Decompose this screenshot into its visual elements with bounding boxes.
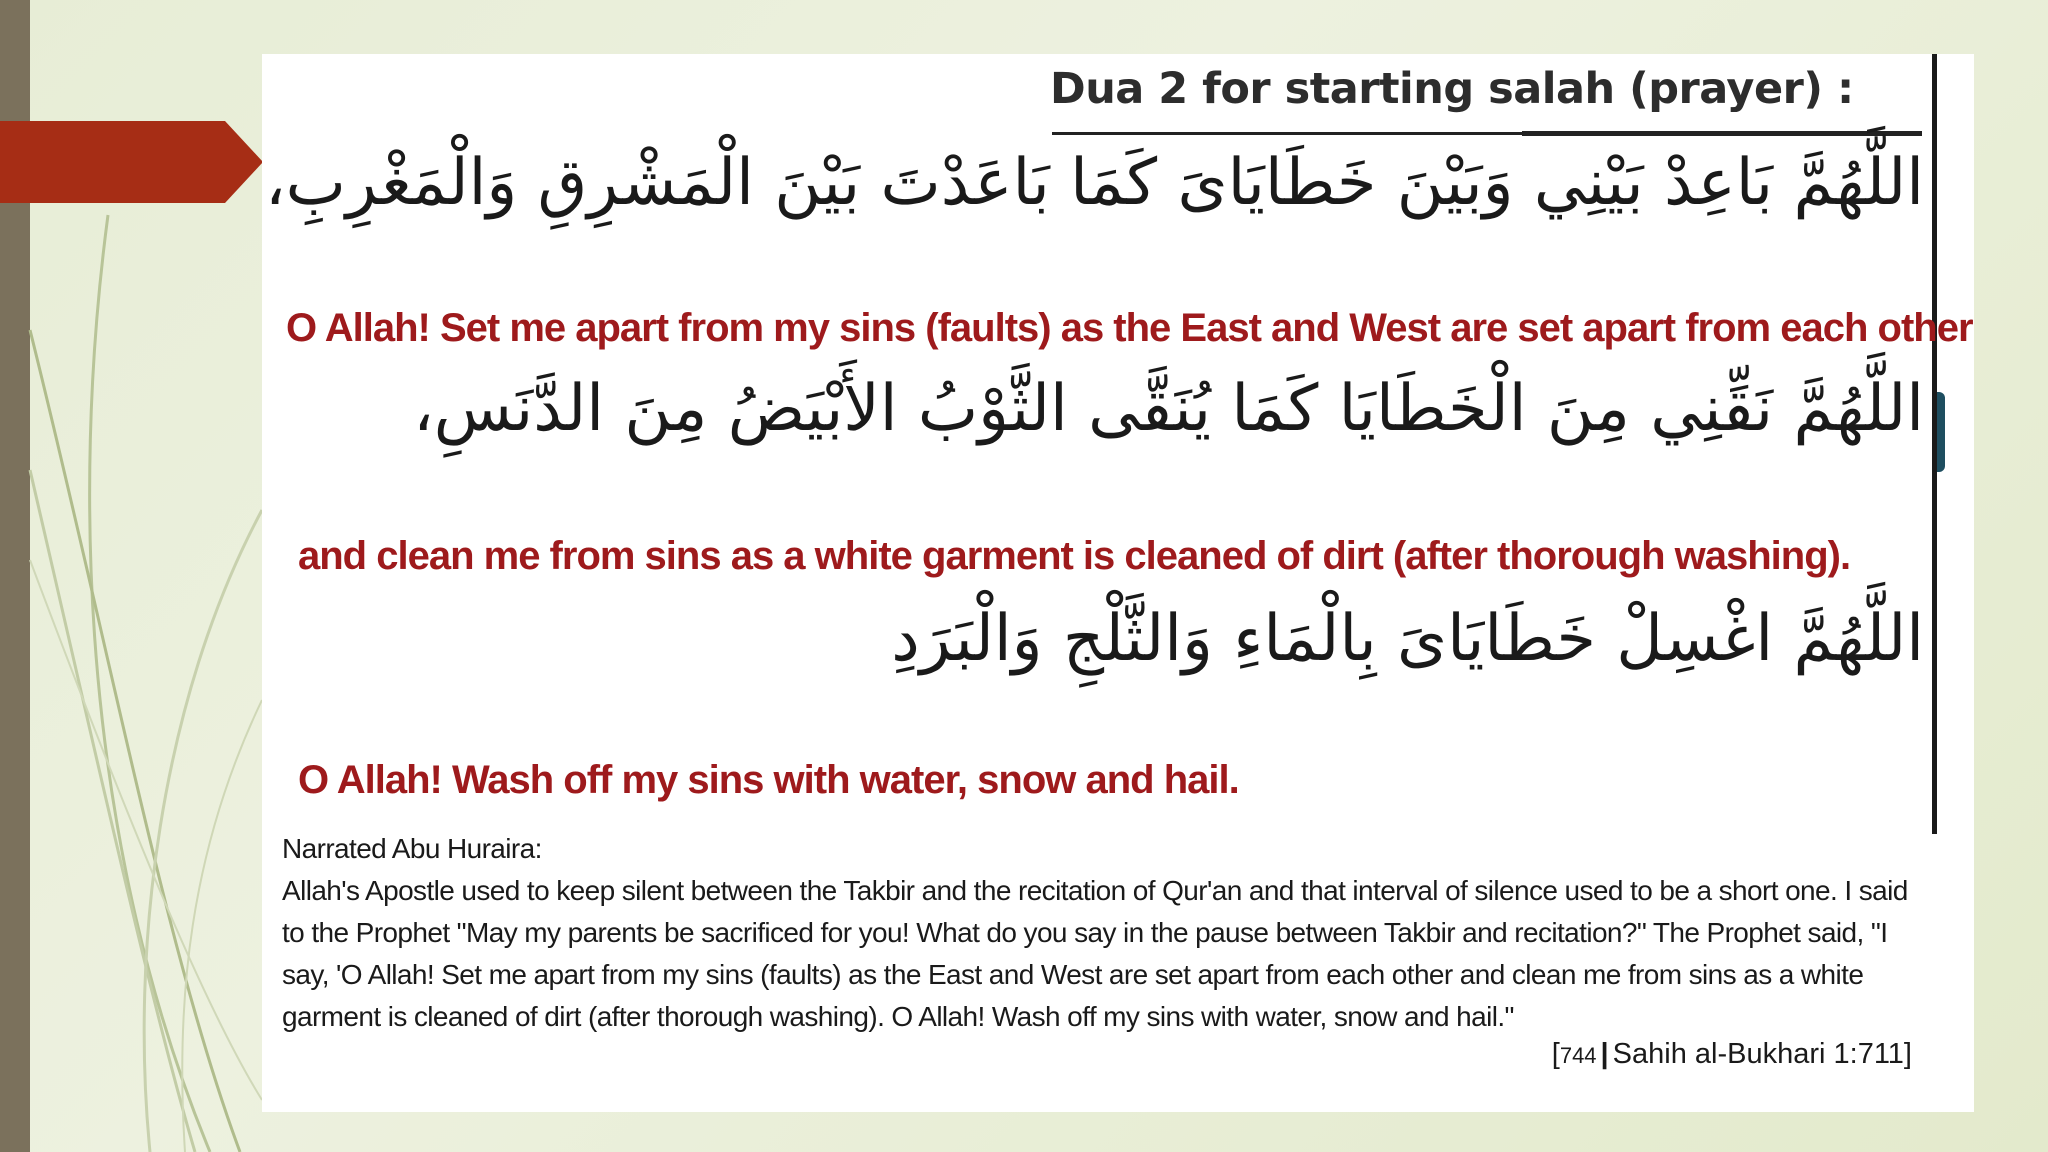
title-underline-accent <box>1522 131 1922 136</box>
translation-line-1: O Allah! Set me apart from my sins (faults) as the East and West are set apart from each other <box>286 306 1973 350</box>
narration-body: Allah's Apostle used to keep silent between the Takbir and the recitation of Qur'an and that interval of silence used to be a short one. I said to the Prophet "May my parents be sacrificed for you! What do you say in the pause between Takbir and recitation?" The Prophet said, "I say, 'O Allah! Set me apart from my sins (faults) as the East and West are set apart from each other and clean me from sins as a white garment is cleaned of dirt (after thorough washing). O Allah! Wash off my sins with water, snow and hail." <box>282 875 1908 1032</box>
reference-separator: | <box>1600 1038 1609 1070</box>
right-frame-tab <box>1937 392 1945 472</box>
reference-open-bracket: [ <box>1551 1038 1560 1070</box>
arabic-line-1: اللَّهُمَّ بَاعِدْ بَيْنِي وَبَيْنَ خَطَايَاىَ كَمَا بَاعَدْتَ بَيْنَ الْمَشْرِقِ وَالْمَغْرِبِ، <box>264 146 1924 220</box>
arabic-line-3: اللَّهُمَّ اغْسِلْ خَطَايَاىَ بِالْمَاءِ وَالثَّلْجِ وَالْبَرَدِ <box>891 602 1924 676</box>
slide-content-panel <box>262 54 1974 1112</box>
hadith-reference <box>1552 1038 1912 1071</box>
reference-source: Sahih al-Bukhari 1:711] <box>1612 1038 1912 1070</box>
translation-line-2: and clean me from sins as a white garment is cleaned of dirt (after thorough washing). <box>298 534 1851 578</box>
reference-number: 744 <box>1559 1043 1597 1068</box>
slide-title: Dua 2 for starting salah (prayer) : <box>1050 64 1854 114</box>
hadith-narration <box>282 828 1932 1038</box>
narration-heading: Narrated Abu Huraira: <box>282 833 542 864</box>
arabic-line-2: اللَّهُمَّ نَقِّنِي مِنَ الْخَطَايَا كَمَا يُنَقَّى الثَّوْبُ الأَبْيَضُ مِنَ الدَّنَسِ، <box>413 372 1924 446</box>
translation-line-3: O Allah! Wash off my sins with water, snow and hail. <box>298 758 1239 802</box>
red-arrow-marker <box>0 121 263 203</box>
